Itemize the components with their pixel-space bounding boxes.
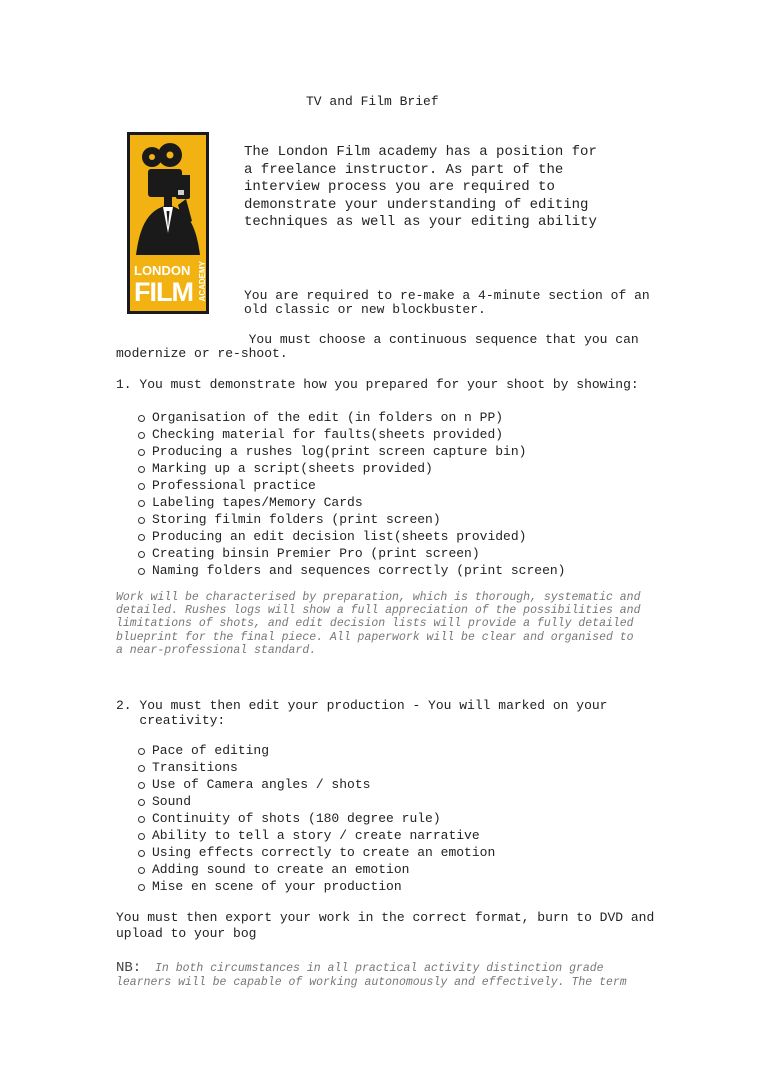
logo-text-london: LONDON xyxy=(134,263,191,278)
requirement-paragraph xyxy=(244,289,650,317)
list-item: Storing filmin folders (print screen) xyxy=(136,511,565,528)
section2-heading xyxy=(116,698,607,728)
intro-line: The London Film academy has a position for xyxy=(244,144,597,160)
note-line: limitations of shots, and edit decision lists will provide a fully detailed xyxy=(116,617,634,631)
list-item: Ability to tell a story / create narrative xyxy=(136,827,495,844)
nb-label: NB: xyxy=(116,960,142,976)
export-line: You must then export your work in the correct format, burn to DVD and xyxy=(116,910,655,925)
section2-list xyxy=(136,742,495,895)
list-item: Producing an edit decision list(sheets provided) xyxy=(136,528,565,545)
section1-list xyxy=(136,409,565,579)
note-line: blueprint for the final piece. All paperwork will be clear and organised to xyxy=(116,630,634,644)
list-item: Sound xyxy=(136,793,495,810)
list-item: Mise en scene of your production xyxy=(136,878,495,895)
list-item: Naming folders and sequences correctly (print screen) xyxy=(136,562,565,579)
list-item: Checking material for faults(sheets provided) xyxy=(136,426,565,443)
note-line: a near-professional standard. xyxy=(116,643,317,657)
list-item: Use of Camera angles / shots xyxy=(136,776,495,793)
choose-line: modernize or re-shoot. xyxy=(116,346,288,361)
intro-line: techniques as well as your editing ability xyxy=(244,214,597,230)
list-item: Organisation of the edit (in folders on n PP) xyxy=(136,409,565,426)
section2-heading-line: creativity: xyxy=(116,713,226,728)
grading-note xyxy=(116,591,641,657)
logo-text-film: FILM xyxy=(134,277,193,307)
list-item: Adding sound to create an emotion xyxy=(136,861,495,878)
list-item: Transitions xyxy=(136,759,495,776)
page-title: TV and Film Brief xyxy=(306,94,439,109)
list-item: Continuity of shots (180 degree rule) xyxy=(136,810,495,827)
intro-paragraph xyxy=(244,144,597,232)
export-paragraph xyxy=(116,910,654,941)
list-item: Professional practice xyxy=(136,477,565,494)
logo-text-academy: ACADEMY xyxy=(198,261,207,302)
intro-line: a freelance instructor. As part of the xyxy=(244,161,564,178)
choose-line: You must choose a continuous sequence that you can xyxy=(248,332,639,347)
export-line: upload to your bog xyxy=(116,925,257,941)
intro-line: demonstrate your understanding of editing xyxy=(244,196,589,213)
list-item: Pace of editing xyxy=(136,742,495,759)
intro-line: interview process you are required to xyxy=(244,179,555,195)
requirement-line: You are required to re-make a 4-minute section of an xyxy=(244,288,650,303)
list-item: Producing a rushes log(print screen capture bin) xyxy=(136,443,565,460)
list-item: Creating binsin Premier Pro (print screen) xyxy=(136,545,565,562)
nb-text-line: learners will be capable of working autonomously and effectively. The term xyxy=(116,976,627,989)
requirement-line: old classic or new blockbuster. xyxy=(244,302,486,317)
nb-text-line: In both circumstances in all practical activity distinction grade xyxy=(155,962,604,975)
list-item: Marking up a script(sheets provided) xyxy=(136,460,565,477)
note-line: detailed. Rushes logs will show a full appreciation of the possibilities and xyxy=(116,604,641,618)
note-line: Work will be characterised by preparation, which is thorough, systematic and xyxy=(116,591,641,604)
section2-heading-line: 2. You must then edit your production - You will marked on your xyxy=(116,698,608,713)
list-item: Labeling tapes/Memory Cards xyxy=(136,494,565,511)
choose-paragraph xyxy=(116,333,639,361)
list-item: Using effects correctly to create an emotion xyxy=(136,844,495,861)
london-film-academy-logo xyxy=(127,132,209,314)
section1-heading: 1. You must demonstrate how you prepared for your shoot by showing: xyxy=(116,377,639,392)
